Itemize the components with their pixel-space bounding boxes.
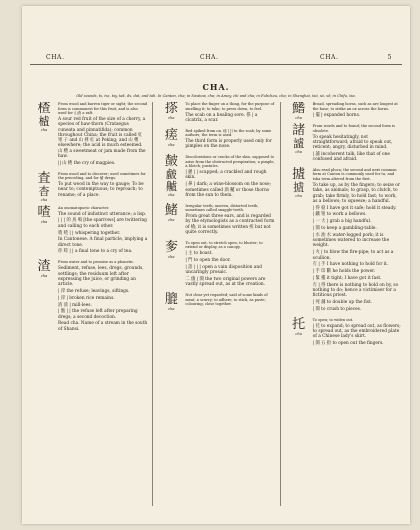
definition-line: 冇 | 手 I have nothing to hold for it. [312, 262, 389, 268]
headword [157, 293, 185, 311]
definition-line: | 滓 | broken rice remains. [58, 295, 115, 301]
headword-character: 膍 [164, 292, 178, 308]
definition-line: | 得 稳 I have got it safe; hold it steady. [312, 205, 397, 211]
romanization: cha [40, 197, 48, 202]
definition [313, 318, 402, 348]
dictionary-entry [30, 206, 147, 257]
definition-line: Irregular teeth; uneven, distorted teeth, sometimes called snaggle-teeth. [185, 203, 259, 213]
section-intro: Old sounds, ts, tsz, tsy, tak, ds, dat, and tah. In Canton, cha; in Swatow, cha; in Amoy, chi and cha; in Fuhchau, cha; in Shanghai, tsó, só, sô; in Chifu, tsa. [76, 94, 356, 98]
headword-character: 瘥 [164, 127, 178, 143]
running-head-center2: CHA. [320, 54, 339, 61]
headword [157, 129, 185, 152]
headword [30, 206, 58, 257]
running-head [30, 54, 402, 64]
definition-line: | 謯 incoherent talk, like that of one confused and afraid. [312, 151, 390, 163]
dictionary-entry [157, 204, 274, 237]
definition-line: | 語 | | | open a vain disposition and uncaringly prosaic. [185, 264, 262, 276]
definition-line: To speak hesitatingly, not straightforward; afraid to speak out, reticent; angry, disturbed in mind. [312, 134, 393, 151]
definition-line: From great three ears, and is regarded by the etymologists as a contracted form of 嵖; it is sometimes written 瘥 but not quite correctly. [185, 214, 275, 236]
definition-line: | 開 to crush to pieces. [312, 306, 362, 312]
romanization: cha [295, 150, 302, 154]
romanization: cha [168, 193, 175, 198]
definition-line: To place the finger on a thing, for the purpose of smelling it; to take, to press down, to feel. [185, 102, 275, 111]
headword [157, 102, 185, 125]
definition [185, 155, 274, 199]
romanization: cha [168, 142, 175, 147]
definition-line: | | | 的 鳥 鳴 [the sparrows] are twittering and calling to each other. [58, 218, 147, 229]
definition-line: Broad, spreading horns, such as are longest at the base; to strike an ox across the horns. [312, 102, 398, 111]
dictionary-entry [157, 155, 274, 199]
headword-character: 托 [292, 316, 306, 332]
definition [185, 204, 274, 237]
dictionary-entry [285, 168, 402, 314]
dictionary-entry [285, 124, 402, 164]
headword-character: 奓 [164, 239, 178, 255]
headword [30, 102, 58, 168]
definition [313, 102, 402, 120]
dictionary-entry [30, 102, 147, 168]
column-right [280, 102, 402, 506]
headword [30, 172, 58, 202]
romanization: cha [168, 217, 175, 222]
dictionary-page [22, 6, 410, 524]
definition-line: 喳 喳 | | whispering together. [58, 230, 121, 236]
running-head-center: CHA. [200, 54, 219, 61]
romanization: cha [168, 307, 175, 312]
definition-line: A sour red fruit of the size of a cherry, a species of haw-thorn (Crataegus cuneata and pinnatifida); common throughout China; the fruit is called 紅 果 子 and 山 裡 紅 at Peking; and 山 楂 elsewhere; the acid is much esteemed. 山 楂 a sweetmeat or jam made from the haw. [58, 117, 146, 160]
headword [30, 260, 58, 333]
headword [285, 102, 313, 120]
definition-line: The sound of indistinct utterance; a lisp. [58, 211, 147, 217]
definition-line: From words and to found; the second form is obsolete. [312, 124, 395, 133]
definition-line: | 麗 | | scapped; a crackled and rough skin. [185, 170, 267, 181]
headword-character: 楂 [37, 102, 51, 116]
definition-line: In Cantonese. A final particle, implying a direct tone. [58, 237, 148, 248]
definition-line: Red spiked from on. 瘥 | || to the scab; by some authors; the term is used. [185, 128, 272, 138]
dictionary-entry [157, 241, 274, 289]
definition-line: Read cha. Name of a stream in the south of Shansi. [58, 321, 148, 332]
column-left [30, 102, 147, 506]
headword-character: 喳 [37, 204, 51, 220]
definition [313, 168, 402, 314]
headword-character: 査 [37, 170, 51, 186]
headword-character: 渣 [37, 259, 51, 275]
definition-line: | 開 五 指 to open out the fingers. [312, 341, 384, 347]
dictionary-entry [30, 172, 147, 202]
romanization: cha [40, 128, 48, 132]
headword-character: 摣 [293, 180, 305, 194]
definition [185, 241, 274, 289]
definition-line: 你 嗟 | | a final tone to a cry of tea. [58, 249, 133, 255]
headword [285, 168, 313, 314]
entry-columns [30, 102, 402, 506]
headword-character: 諸 [292, 123, 306, 138]
definition-line: | 水 油 水 water-logged pork; it is sometimes watered to increase the weight. [312, 232, 390, 249]
definition-line: | 火 | to blow the fire-pipe; to act as a scullion. [312, 250, 394, 261]
romanization: cha [295, 331, 302, 336]
dictionary-entry [285, 102, 402, 120]
definition [58, 172, 147, 202]
headword [157, 204, 185, 237]
dictionary-entry [30, 260, 147, 333]
definition-line: From wood and barren tiger or sight; the second form is commonest for this fruit, and is also used for 山查 a raft. [58, 102, 148, 115]
section-header [30, 82, 402, 99]
column-middle [152, 102, 274, 506]
headword-character: 鰭 [292, 102, 306, 116]
definition [185, 293, 274, 311]
page-number: 5 [387, 54, 392, 61]
definition-line: | 擺 | expanded horns. [312, 112, 361, 118]
section-title: CHA. [202, 82, 230, 92]
definition [58, 102, 147, 168]
definition-line: | 主 to boast. [185, 251, 213, 257]
definition-line: Also read pluca; the second and next common form at Canton is commonly used for tu, and tsha term altered from the first. [312, 167, 397, 181]
running-head-left: CHA. [46, 54, 65, 61]
definition [58, 206, 147, 257]
definition-line: An onomatopoeic character. [58, 205, 110, 210]
definition-line: To take up, as by the fingers; to seize or take, as animals; to grasp, to clutch, to grab; take firmly, to hold fast; to work, as a bellows; to squeeze; a handful. [312, 182, 400, 204]
headword [157, 155, 185, 199]
definition-line: | 開 to keep a gambling-table. [312, 226, 377, 232]
dictionary-entry [285, 318, 402, 348]
definition-line: | 死 舖 to double up the fist. [312, 300, 373, 306]
definition-line: From water and to promise as a phonetic. [58, 260, 135, 265]
headword-character: 皻 [165, 168, 177, 182]
definition-line: | 門 to open the door. [185, 258, 231, 264]
romanization: cha [168, 116, 175, 120]
definition-line: 冇 | 得 there is nothing to hold on by, so nothing to do; hence a victimiser for a fictitious priest. [312, 282, 399, 299]
definition-line: The third form is properly used only for pimples on the nose. [185, 139, 272, 150]
headword-character: 謯 [293, 137, 305, 150]
definition-line: | 緊 摟 it tight; I have got it fast. [312, 275, 382, 281]
definition [58, 260, 147, 333]
definition-line: | 甑 | | the refuse left after preparing dregs; a second decoction. [58, 309, 138, 320]
definition-line: To open; to widen out. [312, 317, 354, 322]
definition-line: | 手 印 斷 he holds the power. [312, 269, 376, 275]
romanization: cha [295, 116, 302, 120]
definition [313, 124, 402, 164]
romanization: cha [295, 193, 302, 198]
definition-line: From wood and to discover; used sometimes for the preceding, and for 樝 dregs. [58, 171, 146, 181]
definition [185, 129, 274, 152]
headword-character: 樝 [38, 115, 50, 128]
definition-line: || 山 楂 the cry of magpies. [58, 160, 116, 166]
definition-line: Sediment, refuse, lees, dregs, grounds, settlings; the residuum left after expressing the juice, or grinding an article. [58, 266, 144, 288]
headword [157, 241, 185, 289]
headword-character: 搽 [164, 102, 178, 116]
headword [285, 124, 313, 164]
romanization: cha [40, 219, 48, 224]
definition [185, 102, 274, 125]
definition-line: Not clear yet regarded; said of some kinds of meat; a scurry; to adhere, to stick, as paste; colouring, close together. [185, 293, 268, 307]
definition-line: | 一 大 | grab a big handful. [312, 219, 372, 225]
headword-character: 杳 [38, 184, 50, 198]
romanization: cha [168, 254, 175, 259]
definition-line: 二 儀 | 開 the two original powers are vastly spread out, as at the creation. [185, 277, 266, 288]
headword [285, 318, 313, 348]
definition-line: The scab on a healing sore. 搽 | a cicatrix, a scar. [185, 112, 258, 123]
definition-line: | 托 to expand; to spread out, as flowers; to spread out, as the embroidered plate of a Chinese lady's skirt. [312, 323, 401, 340]
dictionary-entry [157, 102, 274, 125]
definition-line: Discolorations or cracks of the skin, supposed to arise from the obstructed perspiration; a pimple, a blotch, pustules. [185, 155, 275, 169]
definition-line: 渣 渣 | mill-lees. [58, 302, 92, 308]
dictionary-entry [157, 129, 274, 152]
headword-character: 摣 [292, 166, 306, 182]
definition-line: | 滓 the refuse; leavings, siftings. [58, 288, 130, 294]
headword-character: 齇 [165, 180, 177, 194]
definition-line: | 鐵 钳 to work a bellows. [312, 212, 367, 218]
headword-character: 鯺 [164, 202, 178, 218]
romanization: cha [40, 274, 48, 279]
dictionary-entry [157, 293, 274, 311]
definition-line: To open out, to stretch open; to bluster; to extend or display, as a canopy. [185, 240, 263, 250]
definition-line: To put wood in the way to gauge; To be near to; contemptuous; to reproach; to rename; of a place. [58, 182, 144, 198]
top-rule [30, 64, 402, 65]
definition-line: | 鼻 | dark; a wine-blossom on the nose; sometimes called 酒 齇 or those thorns from the sun to them. [185, 182, 271, 198]
headword-character: 皶 [164, 154, 178, 170]
